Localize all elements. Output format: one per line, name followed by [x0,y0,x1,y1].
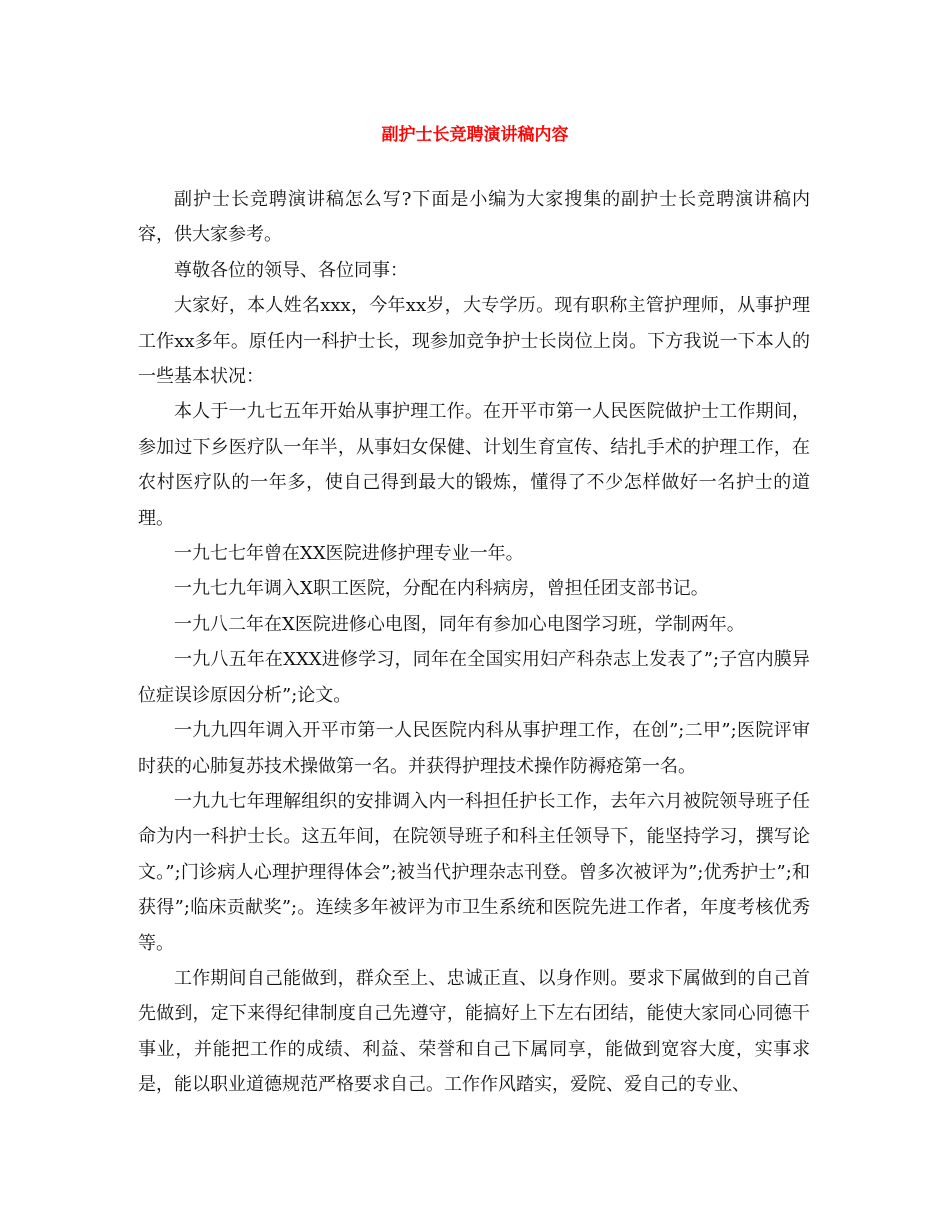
paragraph-work-attitude: 工作期间自己能做到，群众至上、忠诚正直、以身作则。要求下属做到的自己首先做到，定下来得纪律制度自己先遵守，能搞好上下左右团结，能使大家同心同德干事业，并能把工作的成绩、利益、荣誉和自己下属同享，能做到宽容大度，实事求是，能以职业道德规范严格要求自己。工作作风踏实，爱院、爱自己的专业、 [138,967,810,1096]
paragraph-1979: 一九七九年调入X职工医院，分配在内科病房，曾担任团支部书记。 [174,578,709,600]
paragraph-self-introduction: 大家好，本人姓名xxx，今年xx岁，大专学历。现有职称主管护理师，从事护理工作xx多年。原任内一科护士长，现参加竞争护士长岗位上岗。下方我说一下本人的一些基本状况： [138,295,810,388]
page-title: 副护士长竞聘演讲稿内容 [381,125,569,145]
paragraph-1985: 一九八五年在XXX进修学习，同年在全国实用妇产科杂志上发表了”;子宫内膜异位症误诊原因分析”;论文。 [138,649,810,706]
paragraph-career-start: 本人于一九七五年开始从事护理工作。在开平市第一人民医院做护士工作期间，参加过下乡医疗队一年半，从事妇女保健、计划生育宣传、结扎手术的护理工作，在农村医疗队的一年多，使自己得到最大的锻炼，懂得了不少怎样做好一名护士的道理。 [138,401,810,529]
paragraph-1997: 一九九七年理解组织的安排调入内一科担任护长工作，去年六月被院领导班子任命为内一科护士长。这五年间，在院领导班子和科主任领导下，能坚持学习，撰写论文。”;门诊病人心理护理得体会”;被当代护理杂志刊登。曾多次被评为”;优秀护士”;和获得”;临床贡献奖”;。连续多年被评为市卫生系统和医院先进工作者，年度考核优秀等。 [138,790,810,954]
paragraph-1994: 一九九四年调入开平市第一人民医院内科从事护理工作，在创”;二甲”;医院评审时获的心肺复苏技术操做第一名。并获得护理技术操作防褥疮第一名。 [138,720,810,777]
paragraph-1977: 一九七七年曾在XX医院进修护理专业一年。 [174,543,524,565]
paragraph-1982: 一九八二年在X医院进修心电图，同年有参加心电图学习班，学制两年。 [174,613,745,635]
paragraph-intro: 副护士长竞聘演讲稿怎么写?下面是小编为大家搜集的副护士长竞聘演讲稿内容，供大家参考。 [138,189,810,246]
paragraph-salutation: 尊敬各位的领导、各位同事： [174,259,408,281]
document-body [138,182,810,1103]
